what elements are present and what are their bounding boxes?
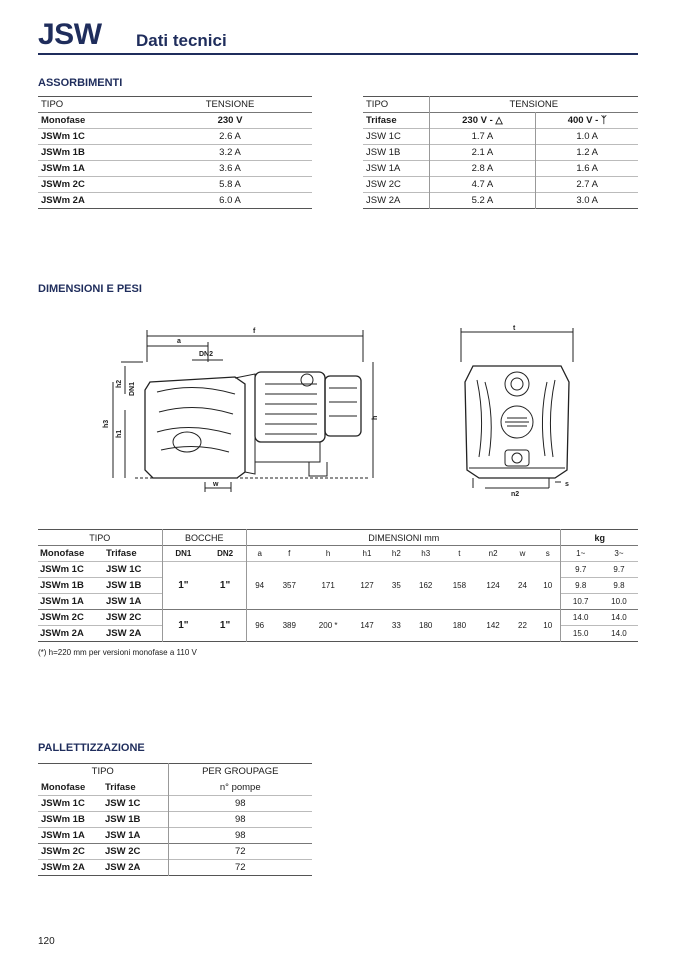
col-h2: h2 — [391, 549, 401, 558]
dim-label-n2: n2 — [511, 491, 520, 498]
h1-value: 147 — [360, 621, 374, 630]
h-value: 171 — [306, 562, 350, 610]
brand-title: JSW — [38, 18, 102, 51]
col-tipo: TIPO — [89, 532, 111, 543]
dim-label-h: h — [372, 415, 379, 420]
col-h: h — [325, 549, 331, 558]
model-cell: JSWm 1C — [38, 129, 148, 145]
pump-side-drawing — [95, 322, 395, 502]
col-tipo: TIPO — [366, 99, 389, 110]
delta-icon: △ — [495, 115, 503, 126]
t-value: 180 — [452, 621, 467, 630]
h-value: 200 * — [318, 621, 338, 630]
voltage-delta: 230 V - △ — [429, 113, 536, 129]
kg3-value: 9.8 — [600, 578, 638, 594]
kg1-value: 14.0 — [561, 610, 600, 626]
model-mono: JSWm 2C — [41, 846, 85, 857]
amp-cell: 2.1 A — [429, 145, 536, 161]
model-mono: JSWm 1B — [38, 578, 104, 594]
model-mono: JSWm 1A — [38, 594, 104, 610]
table-dimensions — [38, 529, 638, 642]
model-cell: JSWm 1A — [38, 161, 148, 177]
amp-cell: 1.6 A — [536, 161, 638, 177]
model-cell: JSW 1B — [363, 145, 429, 161]
col-unit: n° pompe — [168, 780, 312, 796]
n2-value: 124 — [476, 562, 510, 610]
col-monofase: Monofase — [40, 548, 85, 559]
col-kg1: 1~ — [561, 546, 600, 562]
col-s: s — [545, 549, 550, 558]
w-value: 22 — [518, 621, 527, 630]
amp-cell: 6.0 A — [148, 193, 312, 209]
amp-cell: 2.6 A — [148, 129, 312, 145]
model-cell: JSWm 2C — [38, 177, 148, 193]
kg1-value: 9.8 — [561, 578, 600, 594]
dn2-value: 1" — [204, 562, 246, 610]
h2-value: 35 — [384, 562, 409, 610]
model-cell: JSW 1A — [363, 161, 429, 177]
col-w: w — [519, 549, 526, 558]
col-groupage: PER GROUPAGE — [168, 764, 312, 780]
amp-cell: 5.8 A — [148, 177, 312, 193]
f-value: 357 — [272, 562, 306, 610]
f-value: 389 — [282, 621, 296, 630]
col-tipo: TIPO — [41, 99, 64, 110]
dim-label-s: s — [565, 481, 569, 488]
col-n2: n2 — [488, 549, 498, 558]
section-title-assorbimenti: ASSORBIMENTI — [38, 77, 123, 89]
pump-count: 72 — [168, 844, 312, 860]
amp-cell: 2.7 A — [536, 177, 638, 193]
model-tri: JSW 1C — [102, 796, 168, 812]
type-label: Trifase — [366, 115, 397, 126]
dim-label-h3: h3 — [103, 419, 110, 428]
dim-label-h2: h2 — [116, 379, 123, 388]
model-tri: JSW 2A — [104, 626, 162, 642]
voltage-label: 230 V — [217, 115, 243, 126]
model-tri: JSW 1A — [102, 828, 168, 844]
col-h1: h1 — [362, 549, 372, 558]
page-header — [38, 18, 638, 56]
amp-cell: 3.2 A — [148, 145, 312, 161]
amp-cell: 4.7 A — [429, 177, 536, 193]
dim-label-h1: h1 — [116, 429, 123, 438]
model-mono: JSWm 1B — [38, 812, 102, 828]
a-value: 96 — [246, 610, 272, 642]
page-number: 120 — [38, 936, 55, 947]
model-mono: JSWm 2A — [38, 626, 104, 642]
h3-value: 162 — [409, 562, 443, 610]
col-a: a — [246, 546, 272, 562]
h2-value: 33 — [391, 621, 401, 630]
model-tri: JSW 1C — [104, 562, 162, 578]
a-value: 94 — [246, 562, 272, 610]
col-trifase: Trifase — [105, 781, 136, 793]
model-tri: JSW 2C — [105, 846, 141, 857]
table-absorption-mono — [38, 96, 312, 209]
kg3-value: 9.7 — [600, 562, 638, 578]
col-monofase: Monofase — [41, 781, 86, 793]
dim-label-dn1: DN1 — [129, 381, 136, 396]
amp-cell: 1.0 A — [536, 129, 638, 145]
model-mono: JSWm 1A — [38, 828, 102, 844]
star-icon: ᛉ — [600, 115, 607, 126]
col-tensione: TENSIONE — [205, 99, 255, 110]
col-trifase: Trifase — [106, 548, 137, 559]
model-mono: JSWm 2A — [38, 860, 102, 876]
col-f: f — [288, 549, 291, 558]
kg3-value: 14.0 — [611, 613, 627, 622]
kg3-value: 14.0 — [600, 626, 638, 642]
amp-cell: 3.0 A — [536, 193, 638, 209]
dim-label-w: w — [213, 481, 219, 488]
model-tri: JSW 1A — [104, 594, 162, 610]
n2-value: 142 — [486, 621, 500, 630]
pump-count: 72 — [168, 860, 312, 876]
model-tri: JSW 2C — [106, 612, 142, 623]
t-value: 158 — [443, 562, 477, 610]
model-cell: JSW 2A — [363, 193, 429, 209]
model-cell: JSWm 2A — [38, 193, 148, 209]
section-title-dimensioni: DIMENSIONI E PESI — [38, 283, 142, 295]
dn2-value: 1" — [219, 620, 231, 631]
col-tipo: TIPO — [91, 766, 114, 778]
footnote: (*) h=220 mm per versioni monofase a 110 V — [38, 648, 197, 657]
pump-front-drawing — [455, 322, 585, 502]
voltage-star: 400 V - ᛉ — [536, 113, 638, 129]
table-absorption-tri — [363, 96, 638, 209]
model-tri: JSW 1B — [102, 812, 168, 828]
col-tensione: TENSIONE — [429, 97, 638, 113]
kg3-value: 10.0 — [600, 594, 638, 610]
w-value: 24 — [510, 562, 535, 610]
pump-count: 98 — [168, 812, 312, 828]
pump-count: 98 — [168, 796, 312, 812]
kg1-value: 15.0 — [561, 626, 600, 642]
amp-cell: 1.2 A — [536, 145, 638, 161]
s-value: 10 — [535, 562, 561, 610]
amp-cell: 3.6 A — [148, 161, 312, 177]
dim-label-t: t — [513, 325, 516, 332]
col-h3: h3 — [421, 549, 431, 558]
pump-count: 98 — [168, 828, 312, 844]
page-subtitle: Dati tecnici — [136, 31, 227, 50]
model-cell: JSW 1C — [363, 129, 429, 145]
type-label: Monofase — [41, 115, 86, 126]
model-tri: JSW 2A — [102, 860, 168, 876]
amp-cell: 2.8 A — [429, 161, 536, 177]
col-dimensioni: DIMENSIONI mm — [246, 530, 561, 546]
s-value: 10 — [543, 621, 553, 630]
dim-label-dn2: DN2 — [199, 351, 214, 358]
amp-cell: 1.7 A — [429, 129, 536, 145]
h1-value: 127 — [350, 562, 384, 610]
model-mono: JSWm 1C — [38, 562, 104, 578]
dim-label-a: a — [177, 338, 181, 345]
section-title-pallet: PALLETTIZZAZIONE — [38, 742, 145, 754]
model-tri: JSW 1B — [104, 578, 162, 594]
kg1-value: 10.7 — [561, 594, 600, 610]
model-mono: JSWm 2C — [40, 612, 84, 623]
col-kg3: 3~ — [614, 549, 624, 558]
model-cell: JSW 2C — [363, 177, 429, 193]
dim-label-f: f — [253, 328, 256, 335]
model-cell: JSWm 1B — [38, 145, 148, 161]
model-mono: JSWm 1C — [38, 796, 102, 812]
header-rule — [38, 53, 638, 55]
col-bocche: BOCCHE — [162, 530, 246, 546]
dn1-value: 1" — [162, 562, 204, 610]
col-kg: kg — [561, 530, 638, 546]
dn1-value: 1" — [162, 610, 204, 642]
table-pallet — [38, 763, 312, 876]
col-dn1: DN1 — [162, 546, 204, 562]
h3-value: 180 — [419, 621, 433, 630]
col-dn2: DN2 — [217, 549, 234, 558]
col-t: t — [458, 549, 461, 558]
kg1-value: 9.7 — [561, 562, 600, 578]
amp-cell: 5.2 A — [429, 193, 536, 209]
